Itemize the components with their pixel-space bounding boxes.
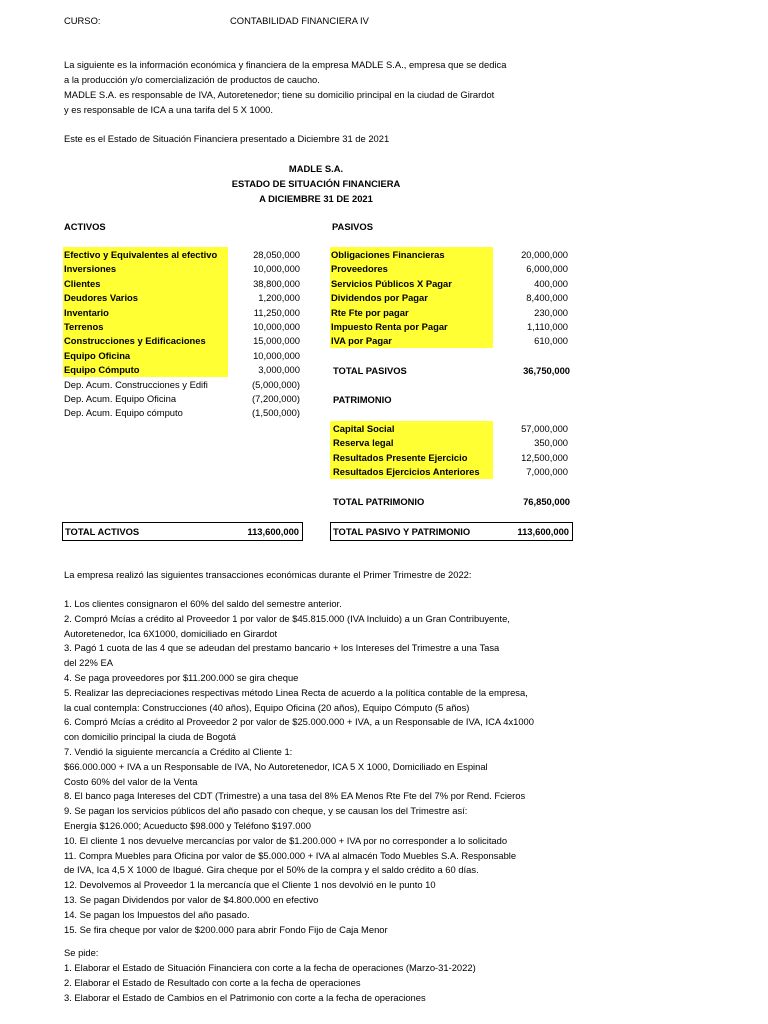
row-value: 10,000,000 [253,263,300,275]
pasivos-heading: PASIVOS [332,221,373,232]
row-value: 57,000,000 [521,423,568,434]
row-value: 1,200,000 [258,292,300,304]
transaction-line: Costo 60% del valor de la Venta [64,775,198,787]
se-pide-item: 2. Elaborar el Estado de Resultado con corte a la fecha de operaciones [64,977,361,988]
row-label: Rte Fte por pagar [331,306,409,318]
transaction-line: 10. El cliente 1 nos devuelve mercancías por valor de $1.200.000 + IVA por no corresponder a lo solicitado [64,834,508,846]
total-patrimonio-value: 76,850,000 [523,496,570,507]
row-label: Efectivo y Equivalentes al efectivo [64,249,218,260]
row-value: 11,250,000 [253,306,300,318]
total-activos-value: 113,600,000 [247,526,299,537]
row-label: Dep. Acum. Equipo cómputo [64,407,183,419]
row-label: Resultados Presente Ejercicio [333,451,468,463]
intro-line: La siguiente es la información económica y financiera de la empresa MADLE S.A., empresa que se dedica [64,59,507,70]
transaction-line: 4. Se paga proveedores por $11.200.000 se gira cheque [64,672,299,683]
row-value: 3,000,000 [258,364,300,376]
total-pasivos-value: 36,750,000 [523,365,570,376]
row-value: 15,000,000 [253,335,300,347]
row-value: 20,000,000 [521,249,568,260]
row-label: Clientes [64,277,101,289]
row-label: Resultados Ejercicios Anteriores [333,466,480,478]
row-label: Proveedores [331,263,388,275]
activos-heading: ACTIVOS [64,221,106,232]
row-value: 28,050,000 [253,249,300,260]
row-value: 6,000,000 [526,263,568,275]
transaction-line: Autoretenedor, Ica 6X1000, domiciliado en Girardot [64,627,278,639]
row-value: 400,000 [534,277,568,289]
row-label: IVA por Pagar [331,335,392,347]
row-label: Dep. Acum. Equipo Oficina [64,393,177,404]
transaction-line: 6. Compró Mcías a crédito al Proveedor 2 por valor de $25.000.000 + IVA, a un Responsable de IVA, ICA 4x1000 [64,716,534,728]
transaction-line: 3. Pagó 1 cuota de las 4 que se adeudan del prestamo bancario + los Intereses del Trimestre a una Tasa [64,642,500,654]
transaction-line: la cual contempla: Construcciones (40 años), Equipo Oficina (20 años), Equipo Cómputo (5 años) [64,701,470,713]
intro-line: y es responsable de ICA a una tarifa del 5 X 1000. [64,104,273,115]
row-label: Construcciones y Edificaciones [64,335,206,347]
row-value: 1,110,000 [526,321,568,332]
report-date: A DICIEMBRE 31 DE 2021 [259,193,373,204]
row-label: Dep. Acum. Construcciones y Edifi [64,378,208,390]
row-value: 10,000,000 [253,321,300,332]
row-label: Equipo Oficina [64,349,131,361]
transaction-line: 2. Compró Mcías a crédito al Proveedor 1 por valor de $45.815.000 (IVA Incluido) a un Gran Contribuyente, [64,612,510,624]
row-label: Equipo Cómputo [64,364,140,376]
row-value: 7,000,000 [526,466,568,478]
intro-line: MADLE S.A. es responsable de IVA, Autoretenedor; tiene su domicilio principal en la ciudad de Girardot [64,89,495,100]
row-value: (7,200,000) [252,393,300,404]
row-label: Obligaciones Financieras [331,249,445,260]
transaction-line: 5. Realizar las depreciaciones respectivas método Linea Recta de acuerdo a la política contable de la empresa, [64,686,528,698]
se-pide-heading: Se pide: [64,947,99,958]
transaction-line: 12. Devolvemos al Proveedor 1 la mercancía que el Cliente 1 nos devolvió en le punto 10 [64,879,436,891]
row-value: 230,000 [534,306,568,318]
transaction-line: del 22% EA [64,657,113,669]
row-label: Capital Social [333,423,395,434]
transaction-line: con domicilio principal la ciuda de Bogotá [64,731,236,743]
row-label: Reserva legal [333,437,394,449]
statement-intro: Este es el Estado de Situación Financiera presentado a Diciembre 31 de 2021 [64,133,390,144]
report-name: ESTADO DE SITUACIÓN FINANCIERA [231,178,401,189]
row-value: (5,000,000) [252,378,300,390]
transaction-line: 14. Se pagan los Impuestos del año pasado. [64,908,250,920]
se-pide-item: 3. Elaborar el Estado de Cambios en el Patrimonio con corte a la fecha de operaciones [64,992,426,1003]
transaction-line: 7. Vendió la siguiente mercancía a Crédito al Cliente 1: [64,746,293,757]
row-label: Terrenos [64,321,104,332]
row-label: Inventario [64,306,109,318]
transaction-line: 13. Se pagan Dividendos por valor de $4.800.000 en efectivo [64,894,319,905]
transaction-line: $66.000.000 + IVA a un Responsable de IVA, No Autoretenedor, ICA 5 X 1000, Domiciliado en Espinal [64,760,488,772]
total-pasivo-patrimonio-value: 113,600,000 [517,526,569,537]
se-pide-item: 1. Elaborar el Estado de Situación Financiera con corte a la fecha de operaciones (Marzo-31-2022) [64,962,476,973]
company-name: MADLE S.A. [288,163,344,174]
row-label: Dividendos por Pagar [331,292,428,304]
total-activos-label: TOTAL ACTIVOS [65,526,140,537]
curso-label: CURSO: [64,15,101,26]
curso-value: CONTABILIDAD FINANCIERA IV [230,15,369,26]
total-patrimonio-label: TOTAL PATRIMONIO [333,496,425,507]
transaction-line: de IVA, Ica 4,5 X 1000 de Ibagué. Gira cheque por el 50% de la compra y el saldo crédito a 60 días. [64,864,479,876]
total-pasivo-patrimonio-label: TOTAL PASIVO Y PATRIMONIO [333,526,471,537]
intro-line: a la producción y/o comercialización de productos de caucho. [64,74,320,85]
total-pasivos-label: TOTAL PASIVOS [333,365,407,376]
transaction-line: 15. Se fira cheque por valor de $200.000 para abrir Fondo Fijo de Caja Menor [64,923,388,935]
total-pasivo-patrimonio-box [330,522,573,541]
transaction-line: 8. El banco paga Intereses del CDT (Trimestre) a una tasa del 8% EA Menos Rte Fte del 7% por Rend. Fcieros [64,790,526,802]
row-label: Servicios Públicos X Pagar [331,277,452,289]
row-value: 10,000,000 [253,349,300,361]
transaction-line: 9. Se pagan los servicios públicos del año pasado con cheque, y se causan los del Trimestre así: [64,805,468,817]
row-value: 610,000 [534,335,568,347]
row-value: 350,000 [534,437,568,449]
row-value: 8,400,000 [526,292,568,304]
patrimonio-heading: PATRIMONIO [333,394,392,405]
row-value: 12,500,000 [521,451,568,463]
row-label: Impuesto Renta por Pagar [331,321,448,332]
total-activos-box [62,522,303,541]
transaction-line: 11. Compra Muebles para Oficina por valor de $5.000.000 + IVA al almacén Todo Muebles S.A. Responsable [64,849,517,861]
row-label: Deudores Varios [64,292,138,304]
row-value: 38,800,000 [253,277,300,289]
transaction-line: Energía $126.000; Acueducto $98.000 y Teléfono $197.000 [64,820,311,831]
transaction-line: 1. Los clientes consignaron el 60% del saldo del semestre anterior. [64,598,342,609]
row-label: Inversiones [64,263,117,275]
row-value: (1,500,000) [252,407,300,419]
transactions-intro: La empresa realizó las siguientes transacciones económicas durante el Primer Trimestre de 2022: [64,569,472,580]
